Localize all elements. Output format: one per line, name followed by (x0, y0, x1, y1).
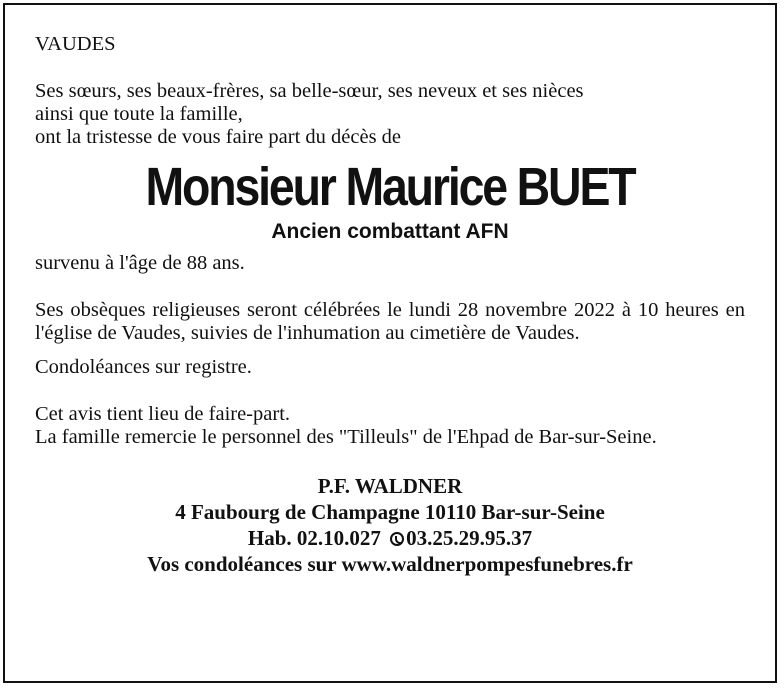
town-heading: VAUDES (35, 33, 116, 55)
phone-number: 03.25.29.95.37 (406, 526, 533, 550)
intro-line: ont la tristesse de vous faire part du décès de (35, 126, 402, 148)
contact-line (35, 525, 745, 551)
funeral-paragraph: Ses obsèques religieuses seront célébrées le lundi 28 novembre 2022 à 10 heures en l'église de Vaudes, suivies de l'inhumation au cimetière de Vaudes. (35, 299, 745, 344)
phone-icon (390, 532, 404, 546)
condolences-text: Condoléances sur registre. (35, 356, 252, 378)
thanks-paragraph: La famille remercie le personnel des "Tilleuls" de l'Ehpad de Bar-sur-Seine. (35, 426, 657, 448)
deceased-name: Monsieur Maurice BUET (145, 157, 635, 217)
closing-line: Cet avis tient lieu de faire-part. (35, 403, 291, 425)
intro-line: ainsi que toute la famille, (35, 103, 243, 125)
intro-paragraph (35, 80, 745, 149)
deceased-title: Ancien combattant AFN (271, 220, 509, 243)
habilitation-number: Hab. 02.10.027 (247, 526, 381, 550)
obituary-notice-content (35, 33, 745, 577)
company-name: P.F. WALDNER (317, 474, 463, 498)
intro-line: Ses sœurs, ses beaux-frères, sa belle-sœur, ses neveux et ses nièces (35, 80, 584, 102)
obituary-notice-frame (3, 3, 777, 683)
funeral-home-footer (35, 473, 745, 577)
age-line: survenu à l'âge de 88 ans. (35, 252, 245, 274)
website-line: Vos condoléances sur www.waldnerpompesfunebres.fr (147, 552, 633, 576)
company-address: 4 Faubourg de Champagne 10110 Bar-sur-Seine (175, 500, 605, 524)
